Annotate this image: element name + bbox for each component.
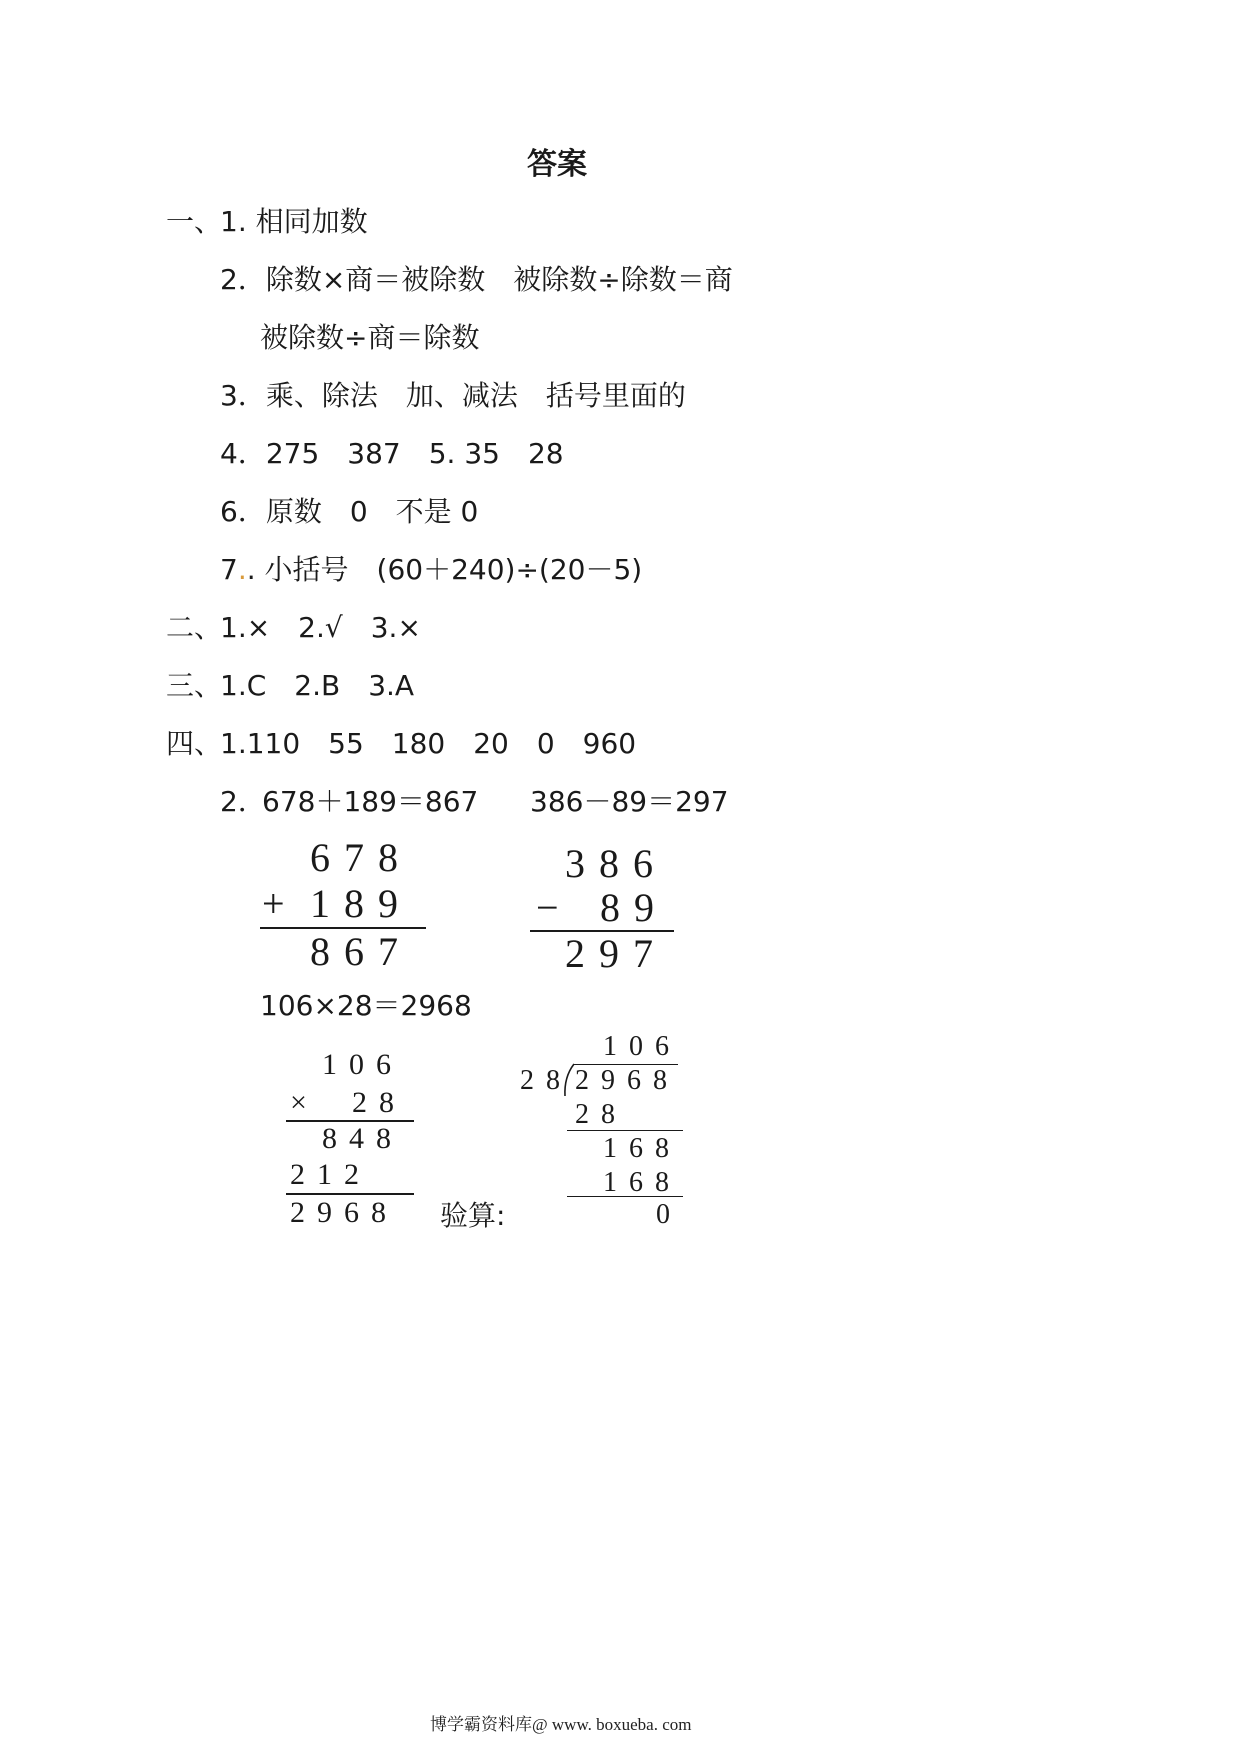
addition-result: 867 xyxy=(310,929,412,974)
section1-q7 xyxy=(220,552,642,588)
section4-label: 四、 xyxy=(166,727,223,760)
section1-q6: 6．原数 0 不是 0 xyxy=(220,495,479,528)
subtraction-result: 297 xyxy=(565,931,667,976)
division-rule-1 xyxy=(567,1130,683,1131)
addition-top: 678 xyxy=(310,835,412,880)
division-remainder: 0 xyxy=(656,1199,682,1230)
footer-watermark: 博学霸资料库@ www. boxueba. com xyxy=(430,1715,692,1734)
multiplication-partial2: 212 xyxy=(290,1158,371,1191)
section1-q4: 4．275 387 5. 35 28 xyxy=(220,437,564,470)
section1-q2a: 2．除数×商＝被除数 被除数÷除数＝商 xyxy=(220,263,733,296)
section2-label: 二、 xyxy=(166,611,223,644)
addition-bottom: 189 xyxy=(310,881,412,926)
multiplication-top: 106 xyxy=(322,1048,403,1081)
multiplication-partial1: 848 xyxy=(322,1122,403,1155)
section4-q1: 1.110 55 180 20 0 960 xyxy=(220,727,637,760)
section1-q7-num: 7 xyxy=(220,553,238,586)
check-label: 验算: xyxy=(440,1199,506,1232)
section1-q2b: 被除数÷商＝除数 xyxy=(260,321,480,354)
section1-q7-dot: . xyxy=(237,553,247,586)
multiplication-operator: × xyxy=(290,1086,319,1119)
division-step2: 168 xyxy=(603,1167,681,1198)
division-step1: 28 xyxy=(575,1099,627,1130)
division-rem1: 168 xyxy=(603,1133,681,1164)
subtraction-top: 386 xyxy=(565,841,667,886)
subtraction-equation: 386－89＝297 xyxy=(530,785,729,818)
section3-answers: 1.C 2.B 3.A xyxy=(220,669,415,702)
multiplication-equation: 106×28＝2968 xyxy=(260,989,472,1022)
section1-q3: 3．乘、除法 加、减法 括号里面的 xyxy=(220,379,686,412)
section2-answers: 1.× 2.√ 3.× xyxy=(220,611,421,644)
multiplication-rule-2 xyxy=(286,1193,414,1195)
section1-label: 一、 xyxy=(166,205,223,238)
addition-operator: + xyxy=(262,881,299,926)
subtraction-bottom: 89 xyxy=(600,885,668,930)
division-rule-2 xyxy=(567,1196,683,1197)
section3-label: 三、 xyxy=(166,669,223,702)
page-title: 答案 xyxy=(527,147,587,182)
division-dividend: 2968 xyxy=(575,1065,679,1096)
section1-q1: 1. 相同加数 xyxy=(220,205,368,238)
addition-equation: 678＋189＝867 xyxy=(262,785,479,818)
multiplication-bottom: 28 xyxy=(352,1086,406,1119)
division-divisor: 28 xyxy=(520,1065,572,1096)
multiplication-result: 2968 xyxy=(290,1196,398,1229)
subtraction-operator: − xyxy=(536,885,573,930)
section4-q2-label: 2． xyxy=(220,785,266,818)
division-quotient: 106 xyxy=(603,1031,681,1062)
section1-q7-rest: . 小括号 (60＋240)÷(20－5) xyxy=(246,553,643,586)
